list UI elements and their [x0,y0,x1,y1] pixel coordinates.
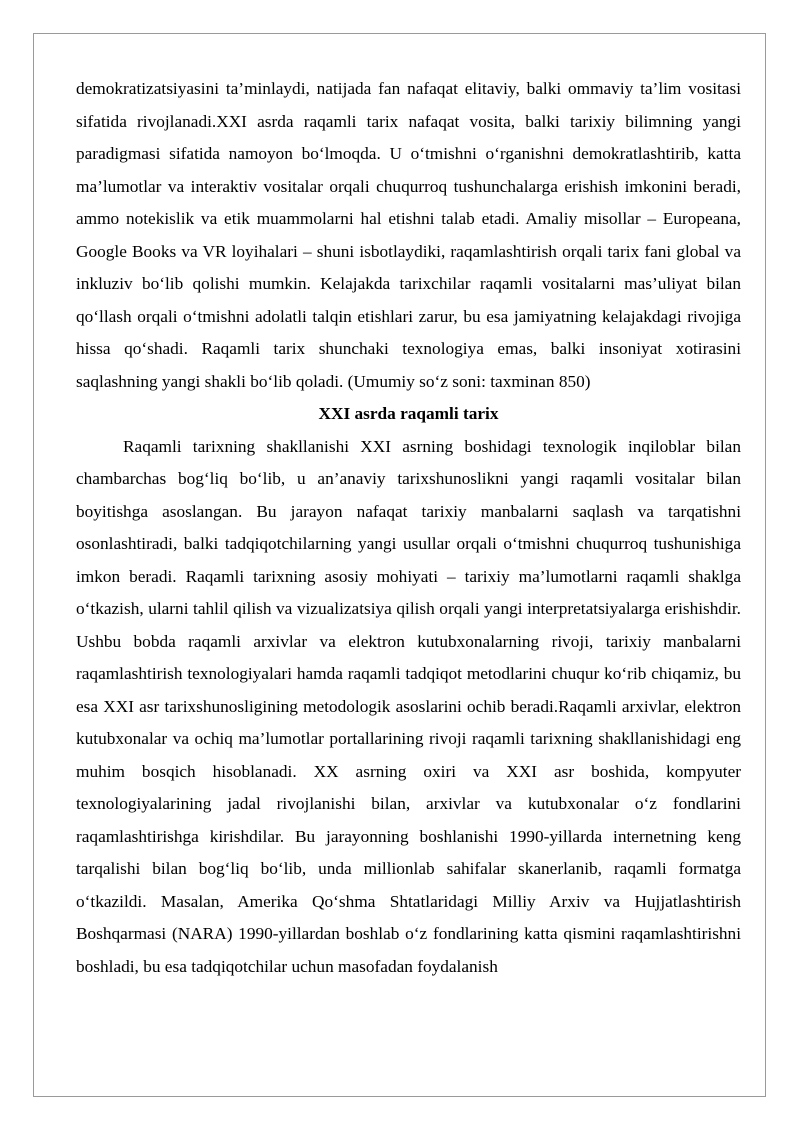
section-heading: XXI asrda raqamli tarix [318,404,499,423]
section-paragraph: Raqamli tarixning shakllanishi XXI asrning boshidagi texnologik inqiloblar bilan chambarchas bog‘liq bo‘lib, u an’anaviy tarixshunoslikni yangi raqamli vositalar bilan boyitishga asoslangan. Bu jarayon nafaqat tarixiy manbalarni saqlash va tarqatishni osonlashtiradi, balki tadqiqotchilarning yangi usullar orqali o‘tmishni chuqurroq tushunishiga imkon beradi. Raqamli tarixning asosiy mohiyati – tarixiy ma’lumotlarni raqamli shaklga o‘tkazish, ularni tahlil qilish va vizualizatsiya qilish orqali yangi interpretatsiyalarga erishishdir. Ushbu bobda raqamli arxivlar va elektron kutubxonalarning rivoji, tarixiy manbalarni raqamlashtirish texnologiyalari hamda raqamli tadqiqot metodlarini chuqur ko‘rib chiqamiz, bu esa XXI asr tarixshunosligining metodologik asoslarini ochib beradi.Raqamli arxivlar, elektron kutubxonalar va ochiq ma’lumotlar portallarining rivoji raqamli tarixning shakllanishidagi eng muhim bosqich hisoblanadi. XX asrning oxiri va XXI asr boshida, kompyuter texnologiyalarining jadal rivojlanishi bilan, arxivlar va kutubxonalar o‘z fondlarini raqamlashtirishga kirishdilar. Bu jarayonning boshlanishi 1990-yillarda internetning keng tarqalishi bilan bog‘liq bo‘lib, unda millionlab sahifalar skanerlanib, raqamli formatga o‘tkazildi. Masalan, Amerika Qo‘shma Shtatlaridagi Milliy Arxiv va Hujjatlashtirish Boshqarmasi (NARA) 1990-yillardan boshlab o‘z fondlarining katta qismini raqamlashtirishni boshladi, bu esa tadqiqotchilar uchun masofadan foydalanish [76,436,741,976]
document-body [76,73,741,983]
paragraph-continuation: demokratizatsiyasini ta’minlaydi, natijada fan nafaqat elitaviy, balki ommaviy ta’lim vositasi sifatida rivojlanadi.XXI asrda raqamli tarix nafaqat vosita, balki tarixiy bilimning yangi paradigmasi sifatida namoyon bo‘lmoqda. U o‘tmishni o‘rganishni demokratlashtirib, katta ma’lumotlar va interaktiv vositalar orqali chuqurroq tushunchalarga erishish imkonini beradi, ammo notekislik va etik muammolarni hal etishni talab etadi. Amaliy misollar – Europeana, Google Books va VR loyihalari – shuni isbotlaydiki, raqamlashtirish orqali tarix fani global va inkluziv bo‘lib qolishi mumkin. Kelajakda tarixchilar raqamli vositalarni mas’uliyat bilan qo‘llash orqali o‘tmishni adolatli talqin etishlari zarur, bu esa jamiyatning kelajakdagi rivojiga hissa qo‘shadi. Raqamli tarix shunchaki texnologiya emas, balki insoniyat xotirasini saqlashning yangi shakli bo‘lib qoladi. (Umumiy so‘z soni: taxminan 850) [76,79,741,391]
